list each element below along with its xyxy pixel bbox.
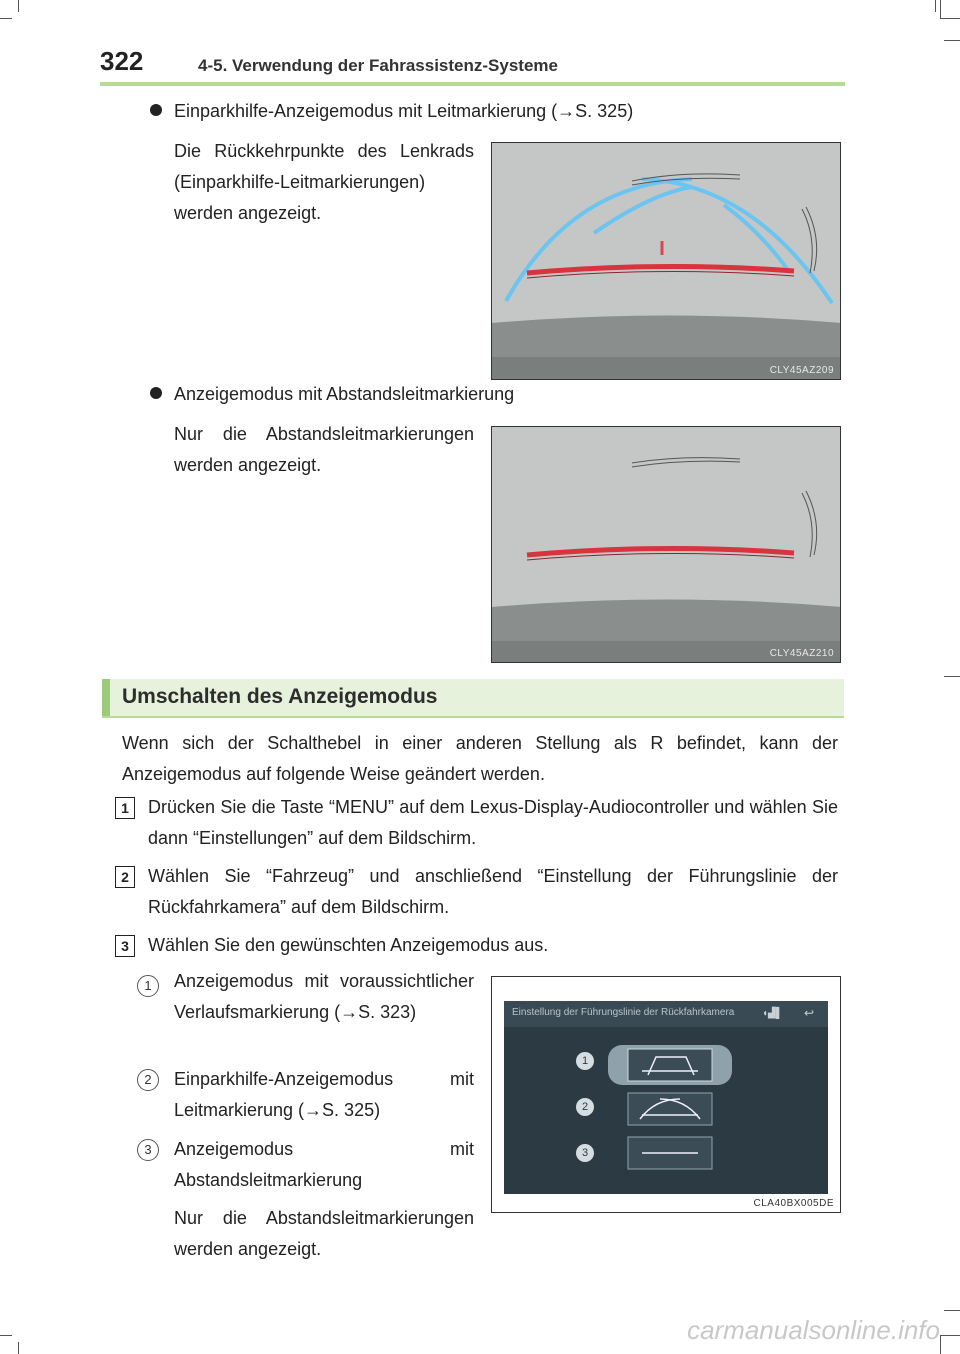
option-text: Einparkhilfe-Anzeigemodus mit Leitmarkierung (→S. 325) xyxy=(174,1069,474,1120)
step-text: Drücken Sie die Taste “MENU” auf dem Lexus-Display-Audiocontroller und wählen Sie dann “Einstellungen” auf dem Bildschirm. xyxy=(148,797,838,848)
section-heading-text: Umschalten des Anzeigemodus xyxy=(122,685,438,708)
step-text: Wählen Sie “Fahrzeug” und anschließend “Einstellung der Führungslinie der Rückfahrkamera” auf dem Bildschirm. xyxy=(148,866,838,917)
option-3-note: Nur die Abstandsleitmarkierungen werden angezeigt. xyxy=(174,1208,474,1259)
bullet-label: Einparkhilfe-Anzeigemodus mit Leitmarkierung (→S. 325) xyxy=(174,101,634,121)
figure-code: CLY45AZ209 xyxy=(769,365,834,376)
bullet-icon xyxy=(150,104,162,116)
camera-view-illustration xyxy=(492,427,841,663)
header-rule xyxy=(100,82,845,86)
section-rule xyxy=(102,716,844,718)
option-number: 2 xyxy=(137,1069,159,1091)
display-screen xyxy=(504,1001,828,1194)
page-header xyxy=(100,46,845,86)
bullet-item-mode-2 xyxy=(150,384,514,405)
guide-lines-icon-1 xyxy=(620,1047,720,1083)
camera-view-illustration xyxy=(492,143,841,380)
option-number: 3 xyxy=(137,1139,159,1161)
crop-mark xyxy=(944,676,960,677)
crop-mark xyxy=(940,18,960,19)
crop-mark xyxy=(940,1335,941,1354)
step-number: 1 xyxy=(115,797,135,819)
intro-paragraph: Wenn sich der Schalthebel in einer anderen Stellung als R befindet, kann der Anzeigemodus auf folgende Weise geändert werden. xyxy=(122,733,838,784)
bullet-label: Anzeigemodus mit Abstandsleitmarkierung xyxy=(174,384,515,404)
page-number: 322 xyxy=(100,46,144,76)
callout-3: 3 xyxy=(576,1144,594,1162)
crop-mark xyxy=(940,1335,960,1336)
option-number: 1 xyxy=(137,975,159,997)
figure-code: CLA40BX005DE xyxy=(753,1198,834,1209)
guide-lines-icon-2 xyxy=(620,1091,720,1127)
mode-1-description: Die Rückkehrpunkte des Lenkrads (Einparkhilfe-Leitmarkierungen) werden angezeigt. xyxy=(174,141,474,223)
camera-figure-distance-lines xyxy=(491,426,841,663)
mode-2-description: Nur die Abstandsleitmarkierungen werden angezeigt. xyxy=(174,424,474,475)
step-number: 3 xyxy=(115,935,135,957)
figure-code: CLY45AZ210 xyxy=(769,648,834,659)
step-number: 2 xyxy=(115,866,135,888)
camera-figure-guide-lines xyxy=(491,142,841,380)
crop-mark xyxy=(944,40,960,41)
guide-lines-icon-3 xyxy=(620,1135,720,1171)
crop-mark xyxy=(944,1310,960,1311)
crop-mark xyxy=(18,0,19,12)
option-text: Anzeigemodus mit Abstandsleitmarkierung xyxy=(174,1139,474,1190)
section-heading xyxy=(102,679,844,717)
option-text: Anzeigemodus mit voraussichtlicher Verlaufsmarkierung (→S. 323) xyxy=(174,971,474,1022)
signal-icon: ◖▟▌ xyxy=(762,1008,783,1019)
back-arrow-icon: ↩ xyxy=(804,1006,815,1020)
watermark: carmanualsonline.info xyxy=(687,1315,940,1345)
crop-mark xyxy=(0,18,12,19)
crop-mark xyxy=(18,1342,19,1354)
screen-title: Einstellung der Führungslinie der Rückfahrkamera xyxy=(512,1007,735,1018)
crop-mark xyxy=(940,0,941,18)
settings-screen-figure xyxy=(491,976,841,1213)
bullet-icon xyxy=(150,387,162,399)
section-title: 4-5. Verwendung der Fahrassistenz-Systeme xyxy=(198,56,558,75)
crop-mark xyxy=(935,0,936,12)
step-text: Wählen Sie den gewünschten Anzeigemodus aus. xyxy=(148,935,549,955)
callout-1: 1 xyxy=(576,1052,594,1070)
bullet-item-mode-1 xyxy=(150,101,633,122)
crop-mark xyxy=(0,1335,12,1336)
callout-2: 2 xyxy=(576,1098,594,1116)
